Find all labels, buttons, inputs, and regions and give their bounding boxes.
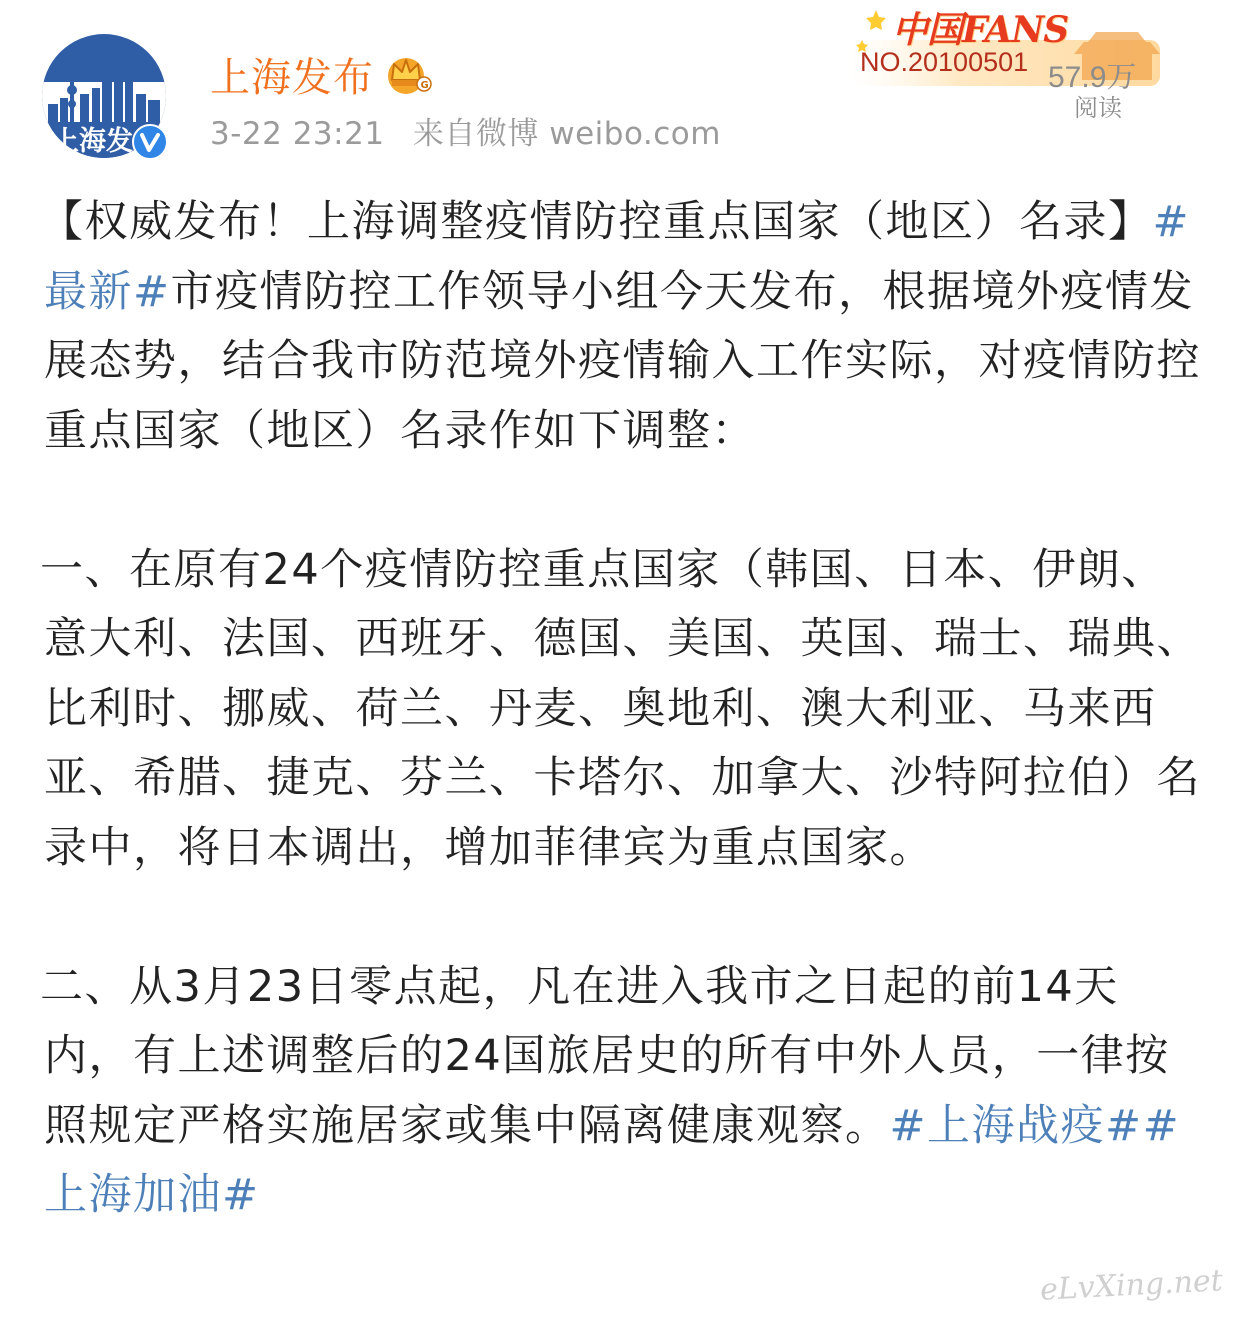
post-meta bbox=[210, 108, 739, 153]
hashtag-shanghai-go[interactable]: #上海加油# bbox=[44, 1100, 1181, 1220]
hashtag-shanghai-fight[interactable]: #上海战疫# bbox=[889, 1100, 1143, 1151]
paragraph-1 bbox=[40, 188, 1204, 466]
fan-brand-logo: 中国FANS bbox=[892, 9, 1069, 51]
post-title: 【权威发布！上海调整疫情防控重点国家（地区）名录】 bbox=[40, 197, 1153, 247]
paragraph-3 bbox=[40, 953, 1204, 1231]
paragraph-1-body: 市疫情防控工作领导小组今天发布，根据境外疫情发展态势，结合我市防范境外疫情输入工作实际，对疫情防控重点国家（地区）名录作如下调整： bbox=[44, 266, 1201, 456]
svg-text:G: G bbox=[420, 80, 429, 91]
post-content bbox=[40, 188, 1204, 1231]
gold-crown-icon bbox=[384, 52, 432, 96]
read-label: 阅读 bbox=[1074, 94, 1122, 122]
hashtag-latest[interactable]: #最新# bbox=[44, 197, 1191, 317]
post-time: 3-22 23:21 bbox=[210, 116, 385, 152]
author-name-row bbox=[210, 44, 432, 104]
paragraph-2: 一、在原有24个疫情防控重点国家（韩国、日本、伊朗、意大利、法国、西班牙、德国、美国、英国、瑞士、瑞典、比利时、挪威、荷兰、丹麦、奥地利、澳大利亚、马来西亚、希腊、捷克、芬兰、卡塔尔、加拿大、沙特阿拉伯）名录中，将日本调出，增加菲律宾为重点国家。 bbox=[40, 544, 1201, 873]
read-count: 57.9万 bbox=[1048, 61, 1137, 94]
author-name[interactable]: 上海发布 bbox=[210, 54, 374, 101]
paragraph-3-body: 二、从3月23日零点起，凡在进入我市之日起的前14天内，有上述调整后的24国旅居史的所有中外人员，一律按照规定严格实施居家或集中隔离健康观察。 bbox=[40, 961, 1170, 1151]
avatar-text: 上海发 bbox=[52, 126, 133, 157]
post-source[interactable]: 来自微博 weibo.com bbox=[412, 116, 721, 152]
fan-number: NO.20100501 bbox=[860, 47, 1029, 77]
verified-v-icon bbox=[132, 124, 168, 160]
watermark-text: eLvXing.net bbox=[1039, 1263, 1224, 1308]
